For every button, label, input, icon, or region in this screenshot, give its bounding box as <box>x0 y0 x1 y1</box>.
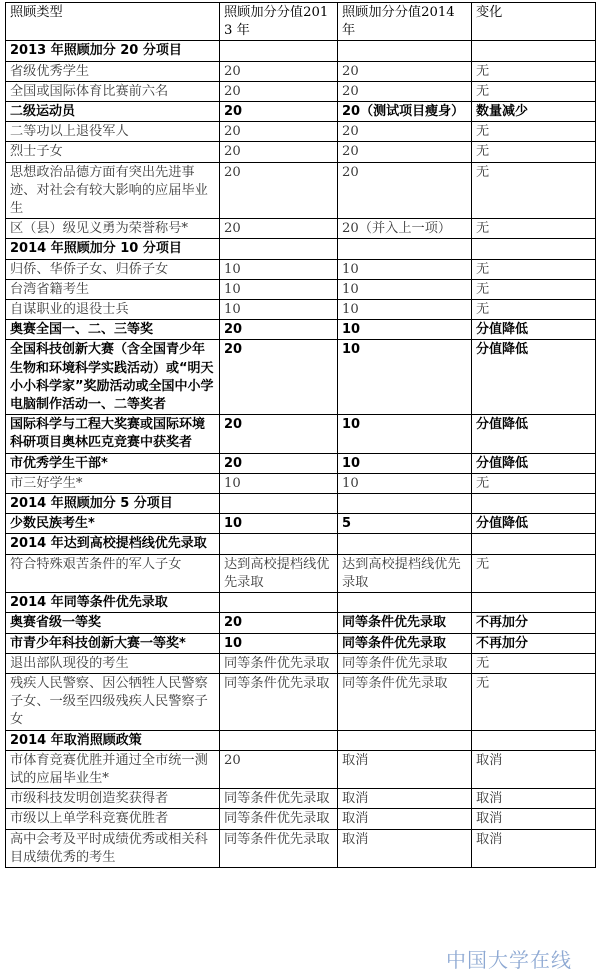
cell-2013: 同等条件优先录取 <box>220 673 338 730</box>
cell-2014: 10 <box>338 279 472 299</box>
cell-2014: 20（测试项目瘦身） <box>338 102 472 122</box>
empty-cell-change <box>472 534 596 554</box>
cell-2013: 同等条件优先录取 <box>220 829 338 867</box>
cell-type: 高中会考及平时成绩优秀或相关科目成绩优秀的考生 <box>6 829 220 867</box>
table-row <box>6 219 596 239</box>
cell-2014: 10 <box>338 473 472 493</box>
cell-2013: 20 <box>220 750 338 788</box>
cell-2014: 达到高校提档线优先录取 <box>338 554 472 592</box>
cell-type: 奥赛省级一等奖 <box>6 613 220 633</box>
cell-type: 市优秀学生干部* <box>6 453 220 473</box>
table-row <box>6 279 596 299</box>
empty-cell-2013 <box>220 730 338 750</box>
cell-change: 不再加分 <box>472 613 596 633</box>
cell-2013: 20 <box>220 219 338 239</box>
table-row <box>6 473 596 493</box>
section-row <box>6 41 596 61</box>
cell-type: 国际科学与工程大奖赛或国际环境科研项目奥林匹克竞赛中获奖者 <box>6 415 220 453</box>
cell-type: 市级科技发明创造奖获得者 <box>6 789 220 809</box>
table-row <box>6 673 596 730</box>
empty-cell-change <box>472 494 596 514</box>
table-row <box>6 415 596 453</box>
cell-change: 取消 <box>472 789 596 809</box>
cell-change: 取消 <box>472 809 596 829</box>
table-row <box>6 259 596 279</box>
cell-2014: 取消 <box>338 750 472 788</box>
bonus-points-table <box>5 2 596 868</box>
cell-change: 无 <box>472 162 596 219</box>
empty-cell-change <box>472 41 596 61</box>
section-title: 2013 年照顾加分 20 分项目 <box>6 41 220 61</box>
empty-cell-2014 <box>338 534 472 554</box>
table-row <box>6 653 596 673</box>
table-row <box>6 142 596 162</box>
section-title: 2014 年取消照顾政策 <box>6 730 220 750</box>
cell-2014: 取消 <box>338 829 472 867</box>
section-row <box>6 494 596 514</box>
cell-change: 无 <box>472 219 596 239</box>
cell-2014: 5 <box>338 514 472 534</box>
cell-2014: 10 <box>338 453 472 473</box>
cell-2014: 10 <box>338 415 472 453</box>
table-row <box>6 102 596 122</box>
cell-change: 分值降低 <box>472 514 596 534</box>
cell-type: 退出部队现役的考生 <box>6 653 220 673</box>
table-row <box>6 789 596 809</box>
cell-type: 符合特殊艰苦条件的军人子女 <box>6 554 220 592</box>
section-row <box>6 239 596 259</box>
table-row <box>6 613 596 633</box>
empty-cell-2013 <box>220 41 338 61</box>
cell-type: 残疾人民警察、因公牺牲人民警察子女、一级至四级残疾人民警察子女 <box>6 673 220 730</box>
cell-change: 无 <box>472 300 596 320</box>
cell-2014: 20 <box>338 122 472 142</box>
table-row <box>6 61 596 81</box>
cell-change: 无 <box>472 279 596 299</box>
cell-change: 数量减少 <box>472 102 596 122</box>
cell-type: 归侨、华侨子女、归侨子女 <box>6 259 220 279</box>
section-row <box>6 534 596 554</box>
table-row <box>6 453 596 473</box>
cell-type: 市三好学生* <box>6 473 220 493</box>
cell-2013: 20 <box>220 61 338 81</box>
cell-2013: 20 <box>220 162 338 219</box>
cell-type: 全国科技创新大赛（含全国青少年生物和环境科学实践活动）或“明天小小科学家”奖励活动或全国中小学电脑制作活动一、二等奖者 <box>6 340 220 415</box>
section-row <box>6 730 596 750</box>
policy-table-container <box>5 2 595 868</box>
cell-change: 无 <box>472 81 596 101</box>
section-row <box>6 593 596 613</box>
cell-change: 取消 <box>472 829 596 867</box>
cell-type: 二等功以上退役军人 <box>6 122 220 142</box>
cell-2014: 10 <box>338 300 472 320</box>
cell-type: 市青少年科技创新大赛一等奖* <box>6 633 220 653</box>
cell-2013: 10 <box>220 514 338 534</box>
empty-cell-change <box>472 239 596 259</box>
table-row <box>6 829 596 867</box>
cell-2013: 同等条件优先录取 <box>220 789 338 809</box>
section-title: 2014 年照顾加分 5 分项目 <box>6 494 220 514</box>
cell-2013: 20 <box>220 102 338 122</box>
site-watermark: 中国大学在线 <box>446 948 572 972</box>
cell-type: 全国或国际体育比赛前六名 <box>6 81 220 101</box>
cell-type: 少数民族考生* <box>6 514 220 534</box>
empty-cell-2013 <box>220 593 338 613</box>
cell-2013: 20 <box>220 340 338 415</box>
cell-type: 区（县）级见义勇为荣誉称号* <box>6 219 220 239</box>
table-row <box>6 750 596 788</box>
cell-type: 自谋职业的退役士兵 <box>6 300 220 320</box>
cell-change: 分值降低 <box>472 453 596 473</box>
cell-2014: 同等条件优先录取 <box>338 653 472 673</box>
section-title: 2014 年照顾加分 10 分项目 <box>6 239 220 259</box>
table-row <box>6 122 596 142</box>
cell-2014: 同等条件优先录取 <box>338 613 472 633</box>
cell-change: 不再加分 <box>472 633 596 653</box>
cell-2013: 达到高校提档线优先录取 <box>220 554 338 592</box>
cell-2013: 同等条件优先录取 <box>220 653 338 673</box>
cell-2013: 20 <box>220 320 338 340</box>
header-2013: 照顾加分分值2013 年 <box>220 3 338 41</box>
cell-2013: 20 <box>220 142 338 162</box>
cell-2014: 取消 <box>338 789 472 809</box>
cell-2014: 20（并入上一项） <box>338 219 472 239</box>
cell-type: 烈士子女 <box>6 142 220 162</box>
table-row <box>6 300 596 320</box>
empty-cell-2014 <box>338 730 472 750</box>
cell-change: 无 <box>472 259 596 279</box>
cell-2013: 20 <box>220 453 338 473</box>
cell-change: 无 <box>472 142 596 162</box>
cell-type: 思想政治品德方面有突出先进事迹、对社会有较大影响的应届毕业生 <box>6 162 220 219</box>
empty-cell-2013 <box>220 534 338 554</box>
header-change: 变化 <box>472 3 596 41</box>
section-title: 2014 年达到高校提档线优先录取 <box>6 534 220 554</box>
cell-type: 省级优秀学生 <box>6 61 220 81</box>
cell-change: 无 <box>472 122 596 142</box>
cell-2013: 20 <box>220 613 338 633</box>
table-row <box>6 554 596 592</box>
cell-2014: 20 <box>338 81 472 101</box>
cell-change: 无 <box>472 653 596 673</box>
table-row <box>6 809 596 829</box>
section-title: 2014 年同等条件优先录取 <box>6 593 220 613</box>
cell-2013: 10 <box>220 259 338 279</box>
cell-change: 分值降低 <box>472 320 596 340</box>
cell-change: 分值降低 <box>472 415 596 453</box>
cell-type: 市级以上单学科竞赛优胜者 <box>6 809 220 829</box>
cell-change: 无 <box>472 554 596 592</box>
empty-cell-2014 <box>338 593 472 613</box>
cell-change: 无 <box>472 473 596 493</box>
header-2014: 照顾加分分值2014 年 <box>338 3 472 41</box>
cell-2013: 20 <box>220 415 338 453</box>
cell-2014: 同等条件优先录取 <box>338 673 472 730</box>
cell-type: 奥赛全国一、二、三等奖 <box>6 320 220 340</box>
empty-cell-2014 <box>338 41 472 61</box>
cell-type: 二级运动员 <box>6 102 220 122</box>
cell-type: 台湾省籍考生 <box>6 279 220 299</box>
empty-cell-2014 <box>338 494 472 514</box>
header-type: 照顾类型 <box>6 3 220 41</box>
cell-2014: 20 <box>338 142 472 162</box>
table-row <box>6 162 596 219</box>
table-row <box>6 81 596 101</box>
table-row <box>6 514 596 534</box>
cell-2014: 10 <box>338 320 472 340</box>
cell-2013: 10 <box>220 633 338 653</box>
empty-cell-2013 <box>220 494 338 514</box>
table-row <box>6 633 596 653</box>
cell-2014: 20 <box>338 162 472 219</box>
table-row <box>6 320 596 340</box>
empty-cell-change <box>472 730 596 750</box>
cell-2013: 10 <box>220 473 338 493</box>
cell-type: 市体育竞赛优胜并通过全市统一测试的应届毕业生* <box>6 750 220 788</box>
cell-2013: 10 <box>220 279 338 299</box>
table-header-row <box>6 3 596 41</box>
cell-2014: 10 <box>338 340 472 415</box>
table-row <box>6 340 596 415</box>
cell-2013: 20 <box>220 81 338 101</box>
empty-cell-2014 <box>338 239 472 259</box>
cell-change: 分值降低 <box>472 340 596 415</box>
empty-cell-change <box>472 593 596 613</box>
cell-2014: 同等条件优先录取 <box>338 633 472 653</box>
cell-2013: 20 <box>220 122 338 142</box>
cell-change: 无 <box>472 673 596 730</box>
cell-change: 无 <box>472 61 596 81</box>
empty-cell-2013 <box>220 239 338 259</box>
cell-2014: 10 <box>338 259 472 279</box>
cell-2014: 取消 <box>338 809 472 829</box>
cell-2014: 20 <box>338 61 472 81</box>
cell-2013: 10 <box>220 300 338 320</box>
cell-change: 取消 <box>472 750 596 788</box>
cell-2013: 同等条件优先录取 <box>220 809 338 829</box>
